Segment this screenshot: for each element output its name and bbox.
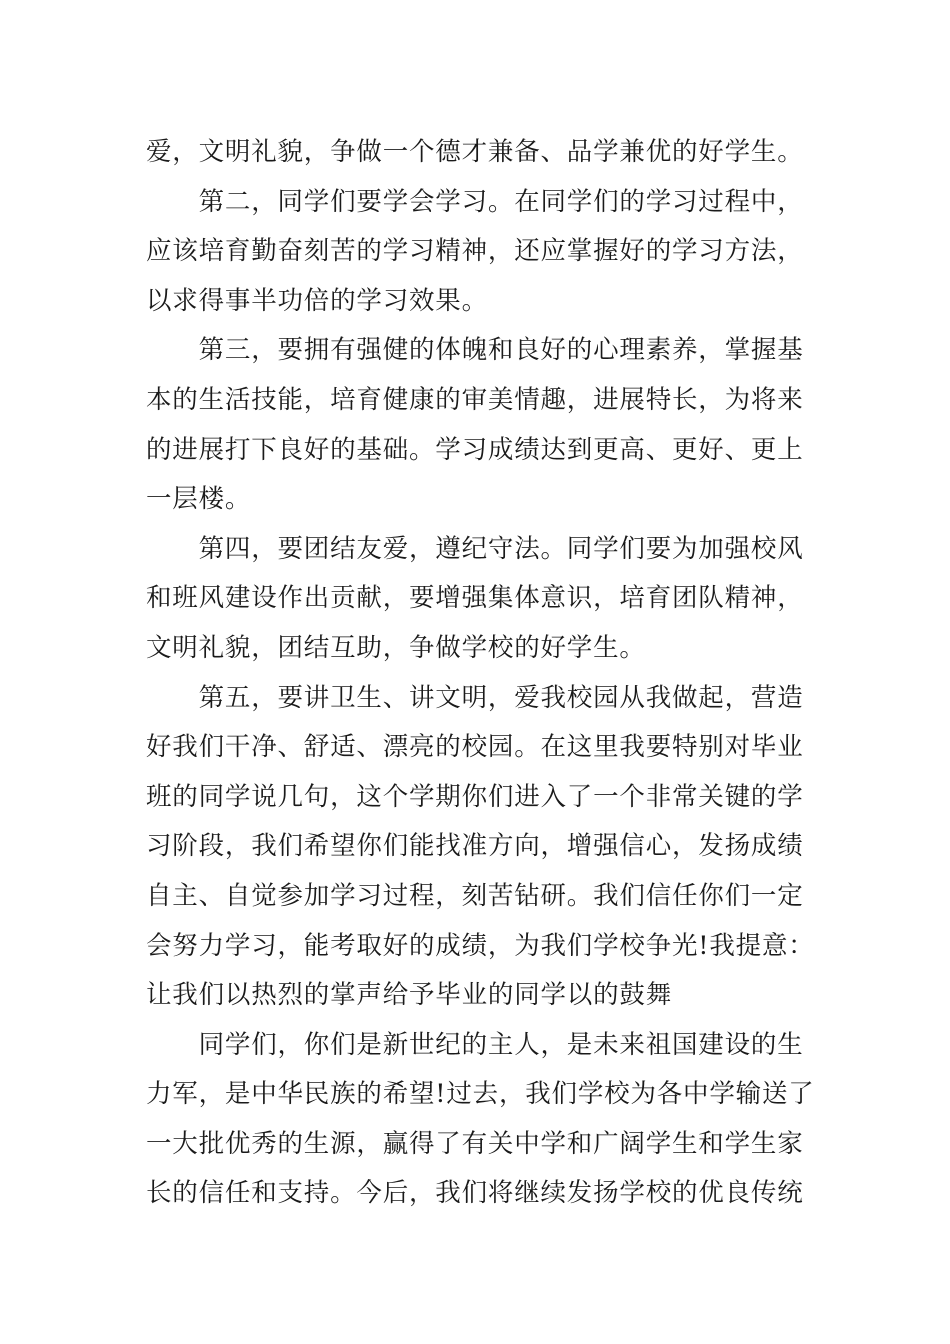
text-line: 一大批优秀的生源，赢得了有关中学和广阔学生和学生家 — [146, 1128, 804, 1159]
text-line: 班的同学说几句，这个学期你们进入了一个非常关键的学 — [146, 781, 804, 812]
text-line: 第二，同学们要学会学习。在同学们的学习过程中， — [146, 186, 804, 217]
text-line: 第四，要团结友爱，遵纪守法。同学们要为加强校风 — [146, 533, 804, 564]
text-line: 习阶段，我们希望你们能找准方向，增强信心，发扬成绩 — [146, 831, 804, 862]
text-line: 以求得事半功倍的学习效果。 — [146, 285, 488, 316]
text-line: 同学们，你们是新世纪的主人，是未来祖国建设的生 — [146, 1029, 804, 1060]
text-line: 第五，要讲卫生、讲文明，爱我校园从我做起，营造 — [146, 682, 804, 713]
text-line: 应该培育勤奋刻苦的学习精神，还应掌握好的学习方法， — [146, 236, 804, 267]
body-text — [146, 128, 815, 1219]
text-line: 让我们以热烈的掌声给予毕业的同学以的鼓舞 — [146, 980, 673, 1011]
text-line: 长的信任和支持。今后，我们将继续发扬学校的优良传统 — [146, 1178, 804, 1209]
text-line: 文明礼貌，团结互助，争做学校的好学生。 — [146, 632, 646, 663]
text-line: 和班风建设作出贡献，要增强集体意识，培育团队精神， — [146, 583, 804, 614]
text-line: 本的生活技能，培育健康的审美情趣，进展特长，为将来 — [146, 384, 804, 415]
text-line: 会努力学习，能考取好的成绩，为我们学校争光!我提意： — [146, 930, 815, 961]
text-line: 一层楼。 — [146, 484, 252, 515]
text-line: 第三，要拥有强健的体魄和良好的心理素养，掌握基 — [146, 335, 804, 366]
text-line: 力军，是中华民族的希望!过去，我们学校为各中学输送了 — [146, 1079, 815, 1110]
text-line: 自主、自觉参加学习过程，刻苦钻研。我们信任你们一定 — [146, 880, 804, 911]
text-line: 的进展打下良好的基础。学习成绩达到更高、更好、更上 — [146, 434, 804, 465]
text-line: 好我们干净、舒适、漂亮的校园。在这里我要特别对毕业 — [146, 732, 804, 763]
text-line: 爱，文明礼貌，争做一个德才兼备、品学兼优的好学生。 — [146, 137, 804, 167]
